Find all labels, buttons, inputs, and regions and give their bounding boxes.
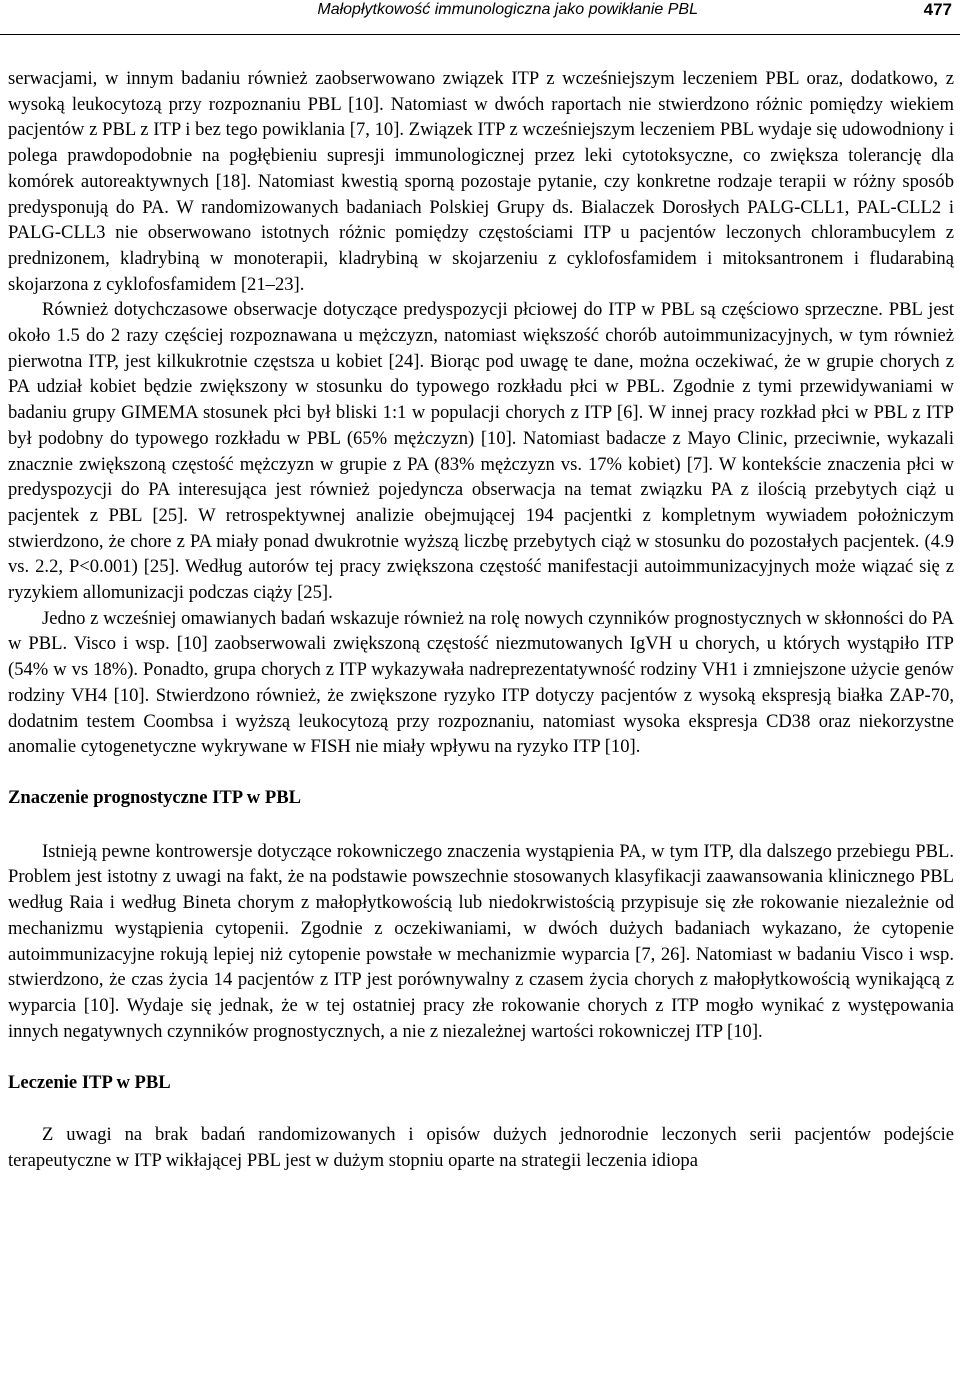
paragraph-3: Jedno z wcześniej omawianych badań wskazuje również na rolę nowych czynników prognostycznych w skłonności do PA w PBL. Visco i wsp. [10] zaobserwowali zwiększoną częstość niezmutowanych IgVH u chorych, u których wystąpiło ITP (54% w vs 18%). Ponadto, grupa chorych z ITP wykazywała nadreprezentatywność rodziny VH1 i zmniejszone użycie genów rodziny VH4 [10]. Stwierdzono również, że zwiększone ryzyko ITP dotyczy pacjentów z wysoką ekspresją białka ZAP-70, dodatnim testem Coombsa i wyższą leukocytozą przy rozpoznaniu, natomiast wysoka ekspresja CD38 oraz niekorzystne anomalie cytogenetyczne wykrywane w FISH nie miały wpływu na ryzyko ITP [10]. [8,607,954,758]
section-heading-prognostic: Znaczenie prognostyczne ITP w PBL [8,786,302,808]
running-title: Małopłytkowość immunologiczna jako powikłanie PBL [317,1,698,18]
running-header [0,0,960,36]
paragraph-2: Również dotychczasowe obserwacje dotyczące predyspozycji płciowej do ITP w PBL są częściowo sprzeczne. PBL jest około 1.5 do 2 razy częściej rozpoznawana u mężczyzn, natomiast większość chorób autoimmunizacyjnych, w tym również pierwotna ITP, jest kilkukrotnie częstsza u kobiet [24]. Biorąc pod uwagę te dane, można oczekiwać, że w grupie chorych z PA udział kobiet będzie zwiększony w stosunku do typowego rozkładu płci w PBL. Zgodnie z tymi przewidywaniami w badaniu grupy GIMEMA stosunek płci był bliski 1:1 w populacji chorych z ITP [6]. W innej pracy rozkład płci w PBL z ITP był podobny do typowego rozkładu w PBL (65% mężczyzn) [10]. Natomiast badacze z Mayo Clinic, przeciwnie, wykazali znacznie zwiększoną częstość mężczyzn w grupie z PA (83% mężczyzn vs. 17% kobiet) [7]. W kontekście znaczenia płci w predyspozycji do PA interesująca jest również pojedyncza obserwacja na temat związku PA z ilością przebytych ciąż u pacjentek z PBL [25]. W retrospektywnej analizie obejmującej 194 pacjentki z kompletnym wywiadem położniczym stwierdzono, że chore z PA miały ponad dwukrotnie wyższą liczbę przebytych ciąż w stosunku do pozostałych pacjentek. (4.9 vs. 2.2, P<0.001) [25]. Według autorów tej pracy zwiększona częstość manifestacji autoimmunizacyjnych może wiązać się z ryzykiem allomunizacji podczas ciąży [25]. [8,299,954,604]
header-rule [0,34,960,35]
paragraph-4: Istnieją pewne kontrowersje dotyczące rokowniczego znaczenia wystąpienia PA, w tym ITP, dla dalszego przebiegu PBL. Problem jest istotny z uwagi na fakt, że na podstawie powszechnie stosowanych klasyfikacji zaawansowania klinicznego PBL według Raia i według Bineta chorym z małopłytkowością lub niedokrwistością przypisuje się złe rokowanie niezależnie od mechanizmu wystąpienia cytopenii. Zgodnie z oczekiwaniami, w dwóch dużych badaniach wykazano, że cytopenie autoimmunizacyjne rokują lepiej niż cytopenie powstałe w mechanizmie wyparcia [7, 26]. Natomiast w badaniu Visco i wsp. stwierdzono, że czas życia 14 pacjentów z ITP jest porównywalny z czasem życia chorych z małopłytkowością wynikającą z wyparcia [10]. Wydaje się jednak, że w tej ostatniej pracy złe rokowanie chorych z ITP mogło wynikać z występowania innych negatywnych czynników prognostycznych, a nie z niezależnej wartości rokowniczej ITP [10]. [8,840,954,1042]
paragraph-1: serwacjami, w innym badaniu również zaobserwowano związek ITP z wcześniejszym leczeniem PBL oraz, dodatkowo, z wysoką leukocytozą przy rozpoznaniu PBL [10]. Natomiast w dwóch raportach nie stwierdzono różnic pomiędzy wiekiem pacjentów z PBL z ITP i bez tego powiklania [7, 10]. Związek ITP z wcześniejszym leczeniem PBL wydaje się udowodniony i polega prawdopodobnie na pogłębieniu supresji immunologicznej przez leki cytotoksyczne, co zwiększa tolerancję dla komórek autoreaktywnych [18]. Natomiast kwestią sporną pozostaje pytanie, czy konkretne rodzaje terapii w różny sposób predysponują do PA. W randomizowanych badaniach Polskiej Grupy ds. Bialaczek Dorosłych PALG-CLL1, PAL-CLL2 i PALG-CLL3 nie obserwowano istotnych różnic pomiędzy częstościami ITP u pacjentów leczonych chlorambucylem z prednizonem, kladrybiną w monoterapii, kladrybiną w skojarzeniu z cyklofosfamidem i mitoksantronem i fludarabiną skojarzona z cyklofosfamidem [21–23]. [8,68,954,295]
section-heading-treatment: Leczenie ITP w PBL [8,1072,171,1094]
body-text [8,66,954,1173]
paragraph-5: Z uwagi na brak badań randomizowanych i opisów dużych jednorodnie leczonych serii pacjentów podejście terapeutyczne w ITP wikłającej PBL jest w dużym stopniu oparte na strategii leczenia idiopa [8,1124,954,1171]
page-number: 477 [923,0,952,19]
